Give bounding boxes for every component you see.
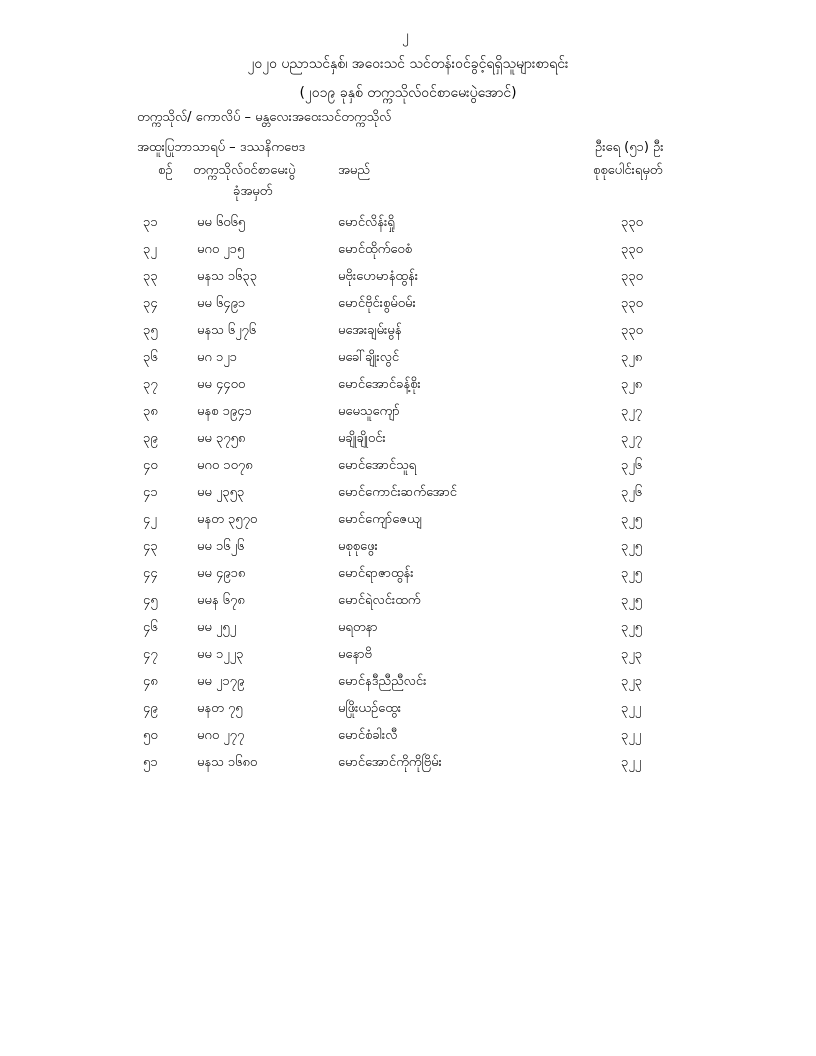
roll-number: မမ ၃၇၅၈	[197, 431, 246, 446]
total-marks: ၃၂၈	[621, 377, 643, 392]
page-number: ၂	[402, 28, 409, 44]
total-marks: ၃၃၀	[621, 215, 643, 230]
table-row	[0, 295, 816, 315]
student-name: မနောဗိ	[338, 647, 372, 662]
table-row	[0, 349, 816, 369]
roll-number: မနသ ၆၂၇၆	[197, 323, 257, 338]
row-number: ၄၂	[143, 512, 157, 527]
student-name: မခေါ်ချိုးလွင်	[338, 350, 400, 365]
roll-number: မနစ ၁၉၄၁	[197, 404, 252, 419]
student-name: မောင်ရာဇာထွန်း	[338, 566, 414, 581]
row-number: ၄၉	[143, 701, 158, 716]
school-line: တက္ကသိုလ်/ ကောလိပ် – မန္တလေးအဝေးသင်တက္ကသိုလ်	[137, 110, 392, 125]
total-marks: ၃၂၇	[621, 404, 643, 419]
total-marks: ၃၂၆	[621, 485, 643, 500]
table-row	[0, 241, 816, 261]
row-number: ၄၀	[143, 458, 158, 473]
row-number: ၄၇	[143, 647, 158, 662]
page-subtitle: (၂၀၁၉ ခုနှစ် တက္ကသိုလ်ဝင်စာမေးပွဲအောင်)	[299, 85, 517, 101]
total-marks: ၃၂၅	[621, 620, 643, 635]
table-row	[0, 619, 816, 639]
row-number: ၃၁	[143, 215, 158, 230]
header-no: စဉ်	[158, 163, 173, 178]
roll-number: မမ ၂၅၂	[197, 620, 237, 635]
row-number: ၃၆	[143, 350, 158, 365]
student-name: မောင်စံခါးလီ	[338, 728, 398, 743]
row-number: ၅၀	[143, 728, 158, 743]
total-marks: ၃၂၈	[621, 350, 643, 365]
row-number: ၄၅	[143, 593, 158, 608]
table-row	[0, 538, 816, 558]
roll-number: မမ ၁၂၂၃	[197, 647, 244, 662]
total-marks: ၃၂၇	[621, 431, 643, 446]
student-name: မရတနာ	[338, 620, 378, 635]
table-row	[0, 727, 816, 747]
table-row	[0, 511, 816, 531]
student-name: မောင်ရဲလင်းထက်	[338, 593, 421, 608]
roll-number: မနတ ၇၅	[197, 701, 243, 716]
table-row	[0, 646, 816, 666]
row-number: ၅၁	[143, 755, 158, 770]
roll-number: မမ ၂၁၇၉	[197, 674, 245, 689]
table-row	[0, 322, 816, 342]
table-row	[0, 214, 816, 234]
header-roll-number: တက္ကသိုလ်ဝင်စာမေးပွဲ	[193, 163, 296, 178]
total-marks: ၃၃၀	[621, 323, 643, 338]
table-row	[0, 268, 816, 288]
row-number: ၄၁	[143, 485, 158, 500]
roll-number: မမ ၁၆၂၆	[197, 539, 245, 554]
roll-number: မဂ ၁၂၁	[197, 350, 237, 365]
total-marks: ၃၃၀	[621, 242, 643, 257]
total-marks: ၃၂၅	[621, 566, 643, 581]
table-row	[0, 565, 816, 585]
student-name: မမေသူကျော်	[338, 404, 400, 419]
roll-number: မဂဝ ၂၁၅	[197, 242, 245, 257]
row-number: ၃၉	[143, 431, 158, 446]
roll-number: မနသ ၁၆၈၀	[197, 755, 258, 770]
total-marks: ၃၂၂	[621, 755, 642, 770]
roll-number: မမ ၆၀၆၅	[197, 215, 246, 230]
major-line: အထူးပြုဘာသာရပ် – ဒဿနိကဗေဒ	[137, 140, 306, 155]
total-marks: ၃၂၅	[621, 512, 643, 527]
student-name: မောင်အောင်သူရ	[338, 458, 417, 473]
table-row	[0, 700, 816, 720]
total-marks: ၃၂၃	[621, 674, 643, 689]
roll-number: မမ ၄၉၁၈	[197, 566, 246, 581]
student-name: မဖြိုးယဉ်ထွေး	[338, 701, 402, 716]
student-name: မောင်ထိုက်ဝေစံ	[338, 242, 413, 257]
table-row	[0, 754, 816, 774]
roll-number: မနသ ၁၆၃၃	[197, 269, 258, 284]
roll-number: မနတ ၃၅၇၀	[197, 512, 258, 527]
header-total-marks: စုစုပေါင်းရမှတ်	[593, 163, 663, 178]
student-name: မစုစုဖွေး	[338, 539, 378, 554]
roll-number: မမ ၄၄၀၀	[197, 377, 246, 392]
row-number: ၃၈	[143, 404, 158, 419]
table-row	[0, 592, 816, 612]
student-name: မောင်အောင်ကိုကိုဗြိမ်း	[338, 755, 442, 770]
roll-number: မမ ၆၄၉၁	[197, 296, 246, 311]
total-marks: ၃၂၅	[621, 539, 643, 554]
header-roll-number-line2: ခုံအမှတ်	[233, 184, 273, 199]
roll-number: မမ ၂၃၅၃	[197, 485, 245, 500]
header-name: အမည်	[338, 163, 370, 178]
roll-number: မဂဝ ၂၇၇	[197, 728, 245, 743]
roll-number: မမန ၆၇၈	[197, 593, 245, 608]
row-number: ၃၂	[143, 242, 157, 257]
student-name: မောင်ကောင်းဆက်အောင်	[338, 485, 458, 500]
student-name: မအေးချမ်းမွန်	[338, 323, 402, 338]
table-row	[0, 430, 816, 450]
total-marks: ၃၂၂	[621, 701, 642, 716]
total-marks: ၃၃၀	[621, 269, 643, 284]
student-name: မောင်ဗိုင်းစွမ်ဝမ်း	[338, 296, 416, 311]
student-name: မချိုချိုဝင်း	[338, 431, 386, 446]
table-row	[0, 673, 816, 693]
student-name: မောင်လိန်းရှို	[338, 215, 395, 230]
total-marks: ၃၂၃	[621, 647, 643, 662]
row-number: ၄၄	[143, 566, 158, 581]
student-name: မဗိုးဟေမာနံထွန်း	[338, 269, 419, 284]
total-marks: ၃၂၆	[621, 458, 643, 473]
table-row	[0, 403, 816, 423]
row-number: ၃၄	[143, 296, 158, 311]
table-row	[0, 484, 816, 504]
row-number: ၃၇	[143, 377, 158, 392]
row-number: ၄၃	[143, 539, 158, 554]
page-title: ၂၀၂၀ ပညာသင်နှစ်၊ အဝေးသင် သင်တန်းဝင်ခွင့်ရရှိသူများစာရင်း	[247, 56, 569, 72]
student-name: မောင်နဒီညီညီလင်း	[338, 674, 427, 689]
table-row	[0, 457, 816, 477]
roll-number: မဂဝ ၁၀၇၈	[197, 458, 253, 473]
student-count: ဦးရေ (၅၁) ဦး	[595, 140, 664, 155]
student-name: မောင်ကျော်ဇေယျ	[338, 512, 422, 527]
row-number: ၃၃	[143, 269, 158, 284]
row-number: ၃၅	[143, 323, 158, 338]
total-marks: ၃၂၂	[621, 728, 642, 743]
student-name: မောင်အောင်ခန့်စိုး	[338, 377, 421, 392]
row-number: ၄၆	[143, 620, 158, 635]
total-marks: ၃၃၀	[621, 296, 643, 311]
table-row	[0, 376, 816, 396]
total-marks: ၃၂၅	[621, 593, 643, 608]
row-number: ၄၈	[143, 674, 158, 689]
